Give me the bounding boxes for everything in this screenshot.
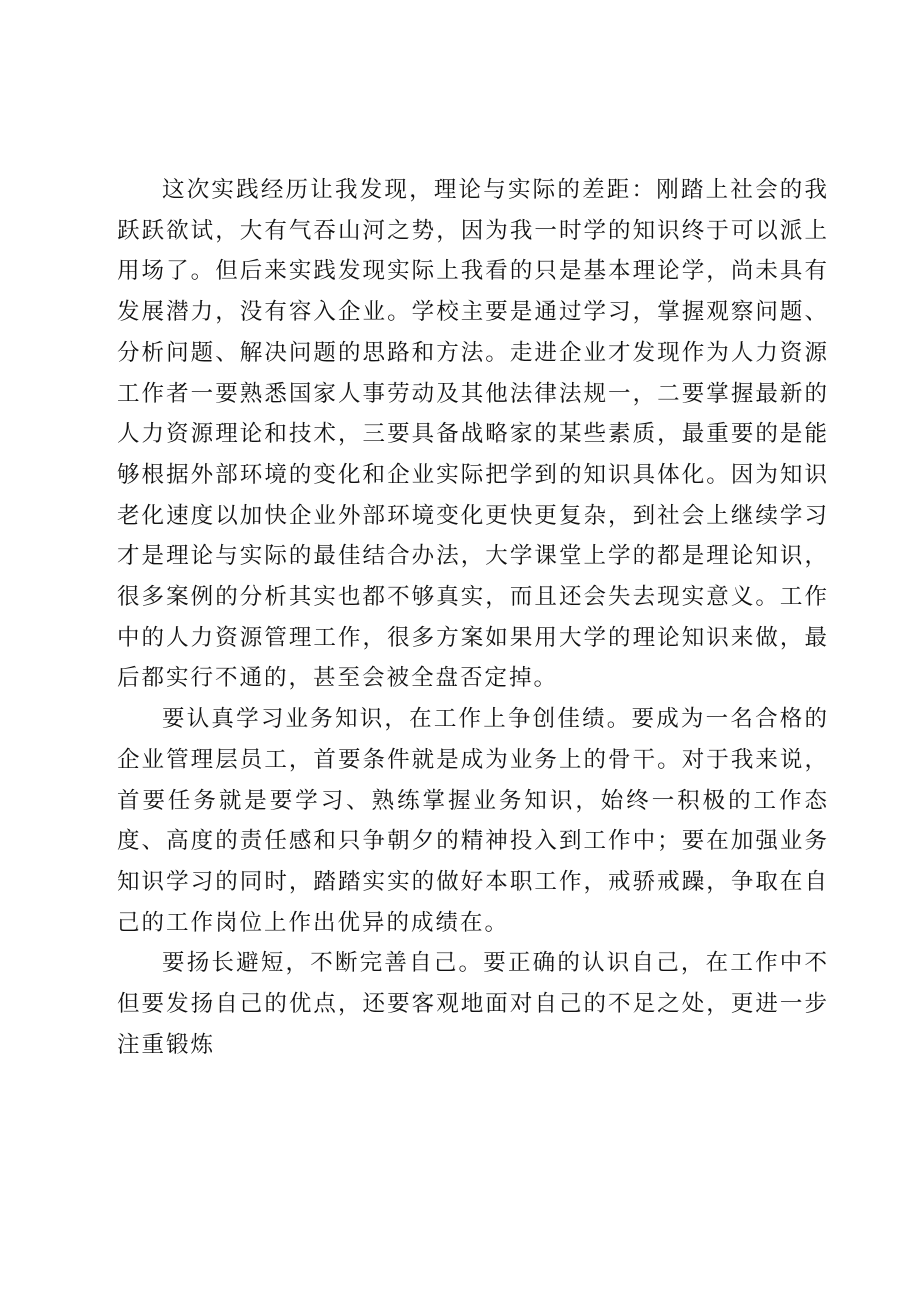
paragraph-study-business-knowledge: 要认真学习业务知识，在工作上争创佳绩。要成为一名合格的企业管理层员工，首要条件就是成为业务上的骨干。对于我来说，首要任务就是要学习、熟练掌握业务知识，始终一积极的工作态度、高度的责任感和只争朝夕的精神投入到工作中；要在加强业务知识学习的同时，踏踏实实的做好本职工作，戒骄戒躁，争取在自己的工作岗位上作出优异的成绩在。 bbox=[117, 706, 829, 936]
document-body bbox=[117, 170, 829, 1065]
paragraph-improve-self: 要扬长避短，不断完善自己。要正确的认识自己，在工作中不但要发扬自己的优点，还要客观地面对自己的不足之处，更进一步注重锻炼 bbox=[117, 950, 829, 1058]
paragraph-theory-vs-practice: 这次实践经历让我发现，理论与实际的差距：刚踏上社会的我跃跃欲试，大有气吞山河之势，因为我一时学的知识终于可以派上用场了。但后来实践发现实际上我看的只是基本理论学，尚未具有发展潜力，没有容入企业。学校主要是通过学习，掌握观察问题、分析问题、解决问题的思路和方法。走进企业才发现作为人力资源工作者一要熟悉国家人事劳动及其他法律法规一，二要掌握最新的人力资源理论和技术，三要具备战略家的某些素质，最重要的是能够根据外部环境的变化和企业实际把学到的知识具体化。因为知识老化速度以加快企业外部环境变化更快更复杂，到社会上继续学习才是理论与实际的最佳结合办法，大学课堂上学的都是理论知识，很多案例的分析其实也都不够真实，而且还会失去现实意义。工作中的人力资源管理工作，很多方案如果用大学的理论知识来做，最后都实行不通的，甚至会被全盘否定掉。 bbox=[117, 177, 829, 692]
